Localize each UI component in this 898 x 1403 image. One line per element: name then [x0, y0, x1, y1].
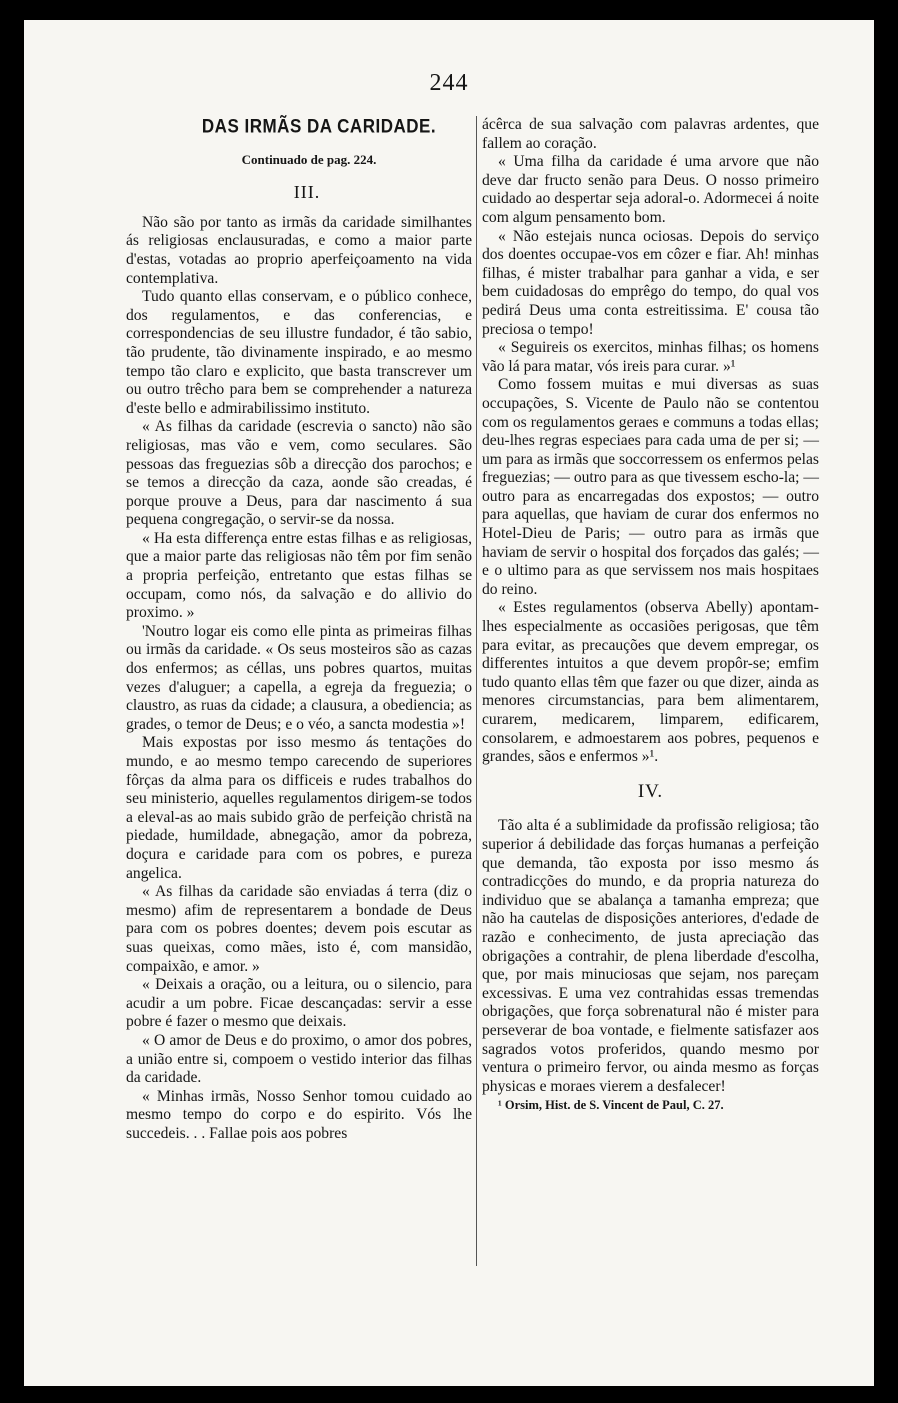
paragraph: Tudo quanto ellas conservam, e o público conhece, dos regulamentos, e das conferencias, e correspondencias de seu illustre fundador, é tão sabio, tão prudente, tão divinamente inspirado, e ao mesmo tempo tão claro e explicito, que basta transcrever um ou outro trêcho para bem se comprehender a natureza d'este bello e admirabilissimo instituto.	[126, 288, 472, 417]
paragraph: « Deixais a oração, ou a leitura, ou o silencio, para acudir a um pobre. Ficae descançadas: servir a esse pobre é fazer o mesmo que deixais.	[126, 976, 472, 1031]
paragraph: « Estes regulamentos (observa Abelly) apontam-lhes especialmente as occasiões perigosas, que têm para evitar, as precauções que devem empregar, os differentes intuitos a que devem propôr-se; emfim tudo quanto ellas têm que fazer ou que dizer, ainda as menores circumstancias, para bem alimentarem, curarem, medicarem, limparem, edificarem, consolarem, e admoestarem aos pobres, pequenos e grandes, sãos e enfermos »¹.	[482, 599, 819, 766]
paragraph: Como fossem muitas e mui diversas as suas occupações, S. Vicente de Paulo não se contentou com os regulamentos geraes e communs a todas ellas; deu-lhes regras especiaes para cada uma de per si; — um para as irmãs que soccorressem os enfermos pelas freguezias; — outro para as que tivessem escho-la; — outro para as encarregadas dos expostos; — outro para aquellas, que haviam de curar dos enfermos no Hotel-Dieu de Paris; — outro para as irmãs que haviam de servir o hospital dos forçados das galés; — e o ultimo para as que servissem nos mais hospitaes do reino.	[482, 376, 819, 598]
paragraph: « Seguireis os exercitos, minhas filhas; os homens vão lá para matar, vós ireis para curar. »¹	[482, 339, 819, 375]
article-title: DAS IRMÃS DA CARIDADE.	[201, 115, 437, 138]
right-column	[482, 116, 819, 1115]
paragraph: « Uma filha da caridade é uma arvore que não deve dar fructo senão para Deus. O nosso primeiro cuidado ao despertar seja adoral-o. Adormecei á noite com algum pensamento bom.	[482, 153, 819, 226]
paragraph: « Não estejais nunca ociosas. Depois do serviço dos doentes occupae-vos em côzer e fiar. Ah! minhas filhas, é mister trabalhar para ganhar a vida, e ser bem cuidadosas do emprêgo do tempo, do qual vos pedirá Deus uma conta estreitissima. E' cousa tão preciosa o tempo!	[482, 227, 819, 338]
paragraph: 'Noutro logar eis como elle pinta as primeiras filhas ou irmãs da caridade. « Os seus mosteiros são as cazas dos enfermos; as céllas, uns pobres quartos, muitas vezes d'aluguer; a capella, a egreja da freguezia; o claustro, as ruas da cidade; a clausura, a obediencia; as grades, o temor de Deus; e o véo, a sancta modestia »!	[126, 622, 472, 733]
page-number: 244	[429, 70, 469, 96]
document-page	[24, 20, 874, 1386]
paragraph: « As filhas da caridade são enviadas á terra (diz o mesmo) afim de representarem a bondade de Deus para com os pobres doentes; devem pois escutar as suas queixas, como mães, isto é, com mansidão, compaixão, e amor. »	[126, 883, 472, 975]
paragraph: ácêrca de sua salvação com palavras ardentes, que fallem ao coração.	[482, 116, 819, 152]
section-heading-iv: IV.	[637, 780, 664, 802]
paragraph: « O amor de Deus e do proximo, o amor dos pobres, a união entre si, compoem o vestido interior das filhas da caridade.	[126, 1031, 472, 1087]
paragraph: Mais expostas por isso mesmo ás tentações do mundo, e ao mesmo tempo carecendo de superiores fôrças da alma para os difficeis e rudes trabalhos do seu ministerio, aquelles regulamentos dirigem-se todos a eleval-as ao mais subido grão de perfeição christã na piedade, humildade, abnegação, amor da pobreza, doçura e caridade para com os pobres, e pureza angelica.	[126, 734, 472, 882]
continued-page: 224.	[353, 151, 377, 167]
paragraph: Não são por tanto as irmãs da caridade similhantes ás religiosas enclausuradas, e como a maior parte d'estas, votadas ao proprio aperfeiçoamento na vida contemplativa.	[126, 213, 472, 287]
column-divider	[476, 116, 477, 1266]
left-column	[126, 116, 472, 1143]
paragraph: Tão alta é a sublimidade da profissão religiosa; tão superior á debilidade das forças humanas a perfeição que demanda, tão exposta por isso mesmo ás contradicções do mundo, e da propria natureza do individuo que se abalança a tamanha empreza; que não ha cautelas de disposições anteriores, d'edade de razão e conhecimento, de justa apreciação das obrigações a contrahir, de plena liberdade d'escolha, que, por mais minuciosas que sejam, nos pareçam excessivas. E uma vez contrahidas essas tremendas obrigações, que força sobrenatural não é mister para perseverar de boa vontade, e fielmente satisfazer aos sagrados votos proferidos, quando mesmo por ventura o primeiro fervor, ou ainda mesmo as forças physicas e moraes vierem a desfalecer!	[482, 817, 819, 1095]
paragraph: « Ha esta differença entre estas filhas e as religiosas, que a maior parte das religiosas não têm por fim senão a propria perfeição, entretanto que estas filhas se occupam, como nós, da salvação e do allivio do proximo. »	[126, 529, 472, 622]
continued-prefix: Continuado de pag.	[241, 151, 351, 167]
paragraph: « As filhas da caridade (escrevia o sancto) não são religiosas, mas vão e vem, como seculares. São pessoas das freguezias sôb a direcção dos parochos; e se temos a direcção da caza, aonde são creadas, é porque prouve a Deus, para dar nascimento á sua pequena congregação, o servir-se da nossa.	[126, 418, 472, 529]
section-heading-iii: III.	[293, 182, 321, 203]
continued-note	[146, 151, 472, 170]
footnote: ¹ Orsim, Hist. de S. Vincent de Paul, C. 27.	[498, 1098, 724, 1113]
paragraph: « Minhas irmãs, Nosso Senhor tomou cuidado ao mesmo tempo do corpo e do espirito. Vós lhe succedeis. . . Fallae pois aos pobres	[126, 1087, 472, 1142]
